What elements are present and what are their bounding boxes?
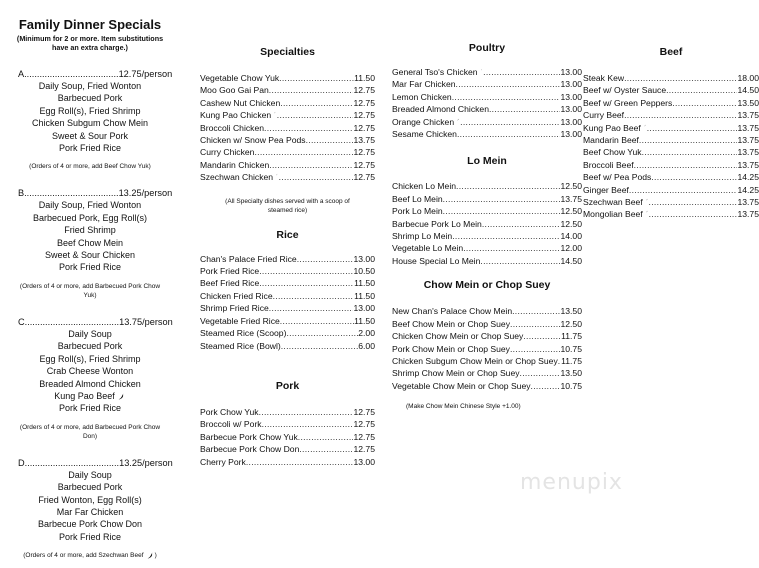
- menu-item: [200, 456, 375, 468]
- package-note: (Orders of 4 or more, add Barbecued Pork Chow Don): [19, 423, 161, 440]
- package-dish: Chicken Subgum Chow Mein: [31, 118, 149, 129]
- package-note: (Orders of 4 or more, add Beef Chow Yuk): [29, 163, 151, 171]
- package-dish: Daily Soup, Fried Wonton: [38, 200, 142, 211]
- menu-item-name: Szechwan Chicken: [200, 172, 274, 183]
- dot-leader: [269, 84, 354, 96]
- menu-item-price: 12.75: [353, 110, 375, 121]
- menu-item-price: 14.50: [737, 85, 759, 96]
- dot-leader: [281, 340, 359, 352]
- menu-item-name: Mongolian Beef: [583, 209, 643, 220]
- menu-item: [200, 134, 375, 146]
- dot-leader: [482, 218, 561, 230]
- menu-item-price: 12.50: [560, 206, 582, 217]
- menu-item-name: Steamed Rice (Scoop): [200, 328, 287, 339]
- package-dish: Barbecued Pork: [57, 93, 123, 104]
- menu-item: [392, 230, 582, 242]
- dot-leader: [273, 290, 355, 302]
- menu-item-price: 18.00: [737, 73, 759, 83]
- package-dish: Breaded Almond Chicken: [39, 378, 141, 389]
- chili-pepper-icon: [147, 552, 154, 559]
- beef-list: [583, 72, 759, 221]
- menu-item-price: 12.75: [353, 97, 375, 108]
- menu-item-name: Steak Kew: [583, 73, 625, 83]
- menu-item: [583, 109, 759, 121]
- package-dish: Sweet & Sour Chicken: [44, 250, 136, 261]
- menu-item-name: Moo Goo Gai Pan: [200, 85, 269, 96]
- package-a: [0, 68, 180, 171]
- menu-item: [200, 84, 375, 96]
- menu-item: [200, 340, 375, 352]
- package-dish: Fried Wonton, Egg Roll(s): [38, 494, 142, 505]
- dot-leader: [512, 305, 560, 317]
- menu-item: [200, 406, 375, 418]
- menu-item-name: Lemon Chicken: [392, 91, 452, 102]
- menu-item-name: Chicken Fried Rice: [200, 290, 273, 301]
- menu-item-name: Beef Lo Mein: [392, 193, 443, 204]
- menu-item-name: Broccoli w/ Pork: [200, 419, 262, 430]
- menu-item-price: 6.00: [358, 340, 375, 351]
- menu-item: [392, 380, 582, 392]
- dot-leader: [298, 431, 354, 443]
- menu-item: [392, 318, 582, 330]
- menu-item-price: 13.75: [560, 193, 582, 204]
- menu-item: [392, 180, 582, 192]
- menu-item-price: 13.75: [737, 122, 759, 133]
- dot-leader: [269, 159, 353, 171]
- menu-item: [200, 146, 375, 158]
- menu-item: [200, 171, 375, 183]
- package-b: [0, 187, 180, 299]
- menu-item: [392, 367, 582, 379]
- specialties-title: Specialties: [260, 46, 315, 58]
- chowmein-title: Chow Mein or Chop Suey: [423, 279, 551, 292]
- package-header: D.....................................13.25/person: [18, 457, 173, 468]
- family-dinner-title: Family Dinner Specials: [18, 17, 162, 32]
- menu-item-name: Vegetable Fried Rice: [200, 315, 280, 326]
- menu-item-name: Cherry Pork: [200, 456, 246, 467]
- dot-leader: [254, 146, 353, 158]
- menu-item-price: 11.50: [354, 73, 375, 83]
- menu-item: [583, 72, 759, 84]
- package-header: C.....................................13.75/person: [18, 316, 173, 327]
- menu-item-name: Pork Fried Rice: [200, 266, 260, 277]
- menu-item-price: 13.50: [737, 97, 759, 108]
- menu-item: [583, 97, 759, 109]
- menu-item: [392, 91, 582, 103]
- chili-pepper-icon: [118, 393, 125, 400]
- menu-item-name: Kung Pao Beef: [583, 122, 641, 133]
- menu-item: [392, 305, 582, 317]
- menu-item-price: 13.75: [353, 135, 375, 146]
- family-dinner-subtitle: (Minimum for 2 or more. Item substitutions have an extra charge.): [16, 34, 164, 52]
- dot-leader: [523, 330, 561, 342]
- dot-leader: [629, 184, 738, 196]
- family-dinner-column: [0, 0, 180, 560]
- menu-item-price: 14.25: [737, 172, 759, 183]
- menu-item: [200, 418, 375, 430]
- menu-item-price: 11.50: [354, 278, 375, 289]
- menu-item: [200, 109, 375, 121]
- dot-leader: [452, 91, 561, 103]
- menu-item-price: 14.25: [737, 184, 759, 195]
- menu-item-price: 13.00: [560, 129, 582, 140]
- menu-item-name: Mandarin Beef: [583, 135, 639, 146]
- menu-item: [392, 128, 582, 140]
- dot-leader: [457, 128, 561, 140]
- dot-leader: [279, 171, 354, 183]
- chowmein-list: [392, 305, 582, 392]
- menu-item: [392, 193, 582, 205]
- dot-leader: [264, 122, 353, 134]
- dot-leader: [483, 66, 560, 78]
- menu-item-price: 13.00: [353, 303, 375, 314]
- menu-item-name: Mar Far Chicken: [392, 79, 456, 90]
- dot-leader: [510, 343, 561, 355]
- menu-item-name: Breaded Almond Chicken: [392, 104, 489, 115]
- menu-item-price: 12.00: [560, 243, 582, 254]
- beef-title: Beef: [659, 46, 683, 58]
- package-note: (Orders of 4 or more, add Szechwan Beef ): [23, 552, 157, 560]
- dot-leader: [489, 103, 561, 115]
- dot-leader: [277, 109, 354, 121]
- dot-leader: [306, 134, 354, 146]
- menu-item: [200, 253, 375, 265]
- package-dish: Egg Roll(s), Fried Shrimp: [39, 353, 141, 364]
- package-dish: Sweet & Sour Pork: [51, 130, 129, 141]
- column-specialties-rice-pork: [200, 0, 375, 468]
- menu-item: [200, 265, 375, 277]
- menu-item: [200, 431, 375, 443]
- package-dish: Beef Chow Mein: [56, 237, 124, 248]
- menu-item-name: Pork Chow Yuk: [200, 406, 259, 417]
- package-dish: Daily Soup: [68, 469, 112, 480]
- package-dish: Kung Pao Beef: [0, 390, 180, 402]
- menu-item-name: Pork Lo Mein: [392, 206, 443, 217]
- menu-item-name: Mandarin Chicken: [200, 159, 270, 170]
- menu-item: [583, 84, 759, 96]
- menu-item-price: 12.75: [353, 147, 375, 158]
- dot-leader: [297, 253, 354, 265]
- dot-leader: [624, 109, 737, 121]
- menu-item-name: Chicken Chow Mein or Chop Suey: [392, 331, 524, 342]
- package-c: [0, 316, 180, 441]
- package-dish: Pork Fried Rice: [58, 403, 121, 414]
- menu-item: [200, 72, 375, 84]
- menu-item-name: Chan's Palace Fried Rice: [200, 253, 297, 264]
- menu-item-price: 13.00: [560, 79, 582, 90]
- menu-item-price: 12.75: [353, 406, 375, 417]
- menu-item-price: 13.75: [737, 209, 759, 220]
- dot-leader: [259, 406, 354, 418]
- menu-item: [200, 277, 375, 289]
- menu-item-price: 12.75: [353, 85, 375, 96]
- dot-leader: [642, 146, 738, 158]
- dot-leader: [443, 205, 561, 217]
- menu-item-name: Barbecue Pork Chow Yuk: [200, 431, 298, 442]
- menu-item-price: 13.50: [560, 368, 582, 379]
- menu-item-price: 13.00: [560, 67, 582, 77]
- package-dish: Daily Soup: [68, 328, 112, 339]
- menu-item-price: 11.50: [354, 290, 375, 301]
- menu-item: [392, 242, 582, 254]
- menu-item: [583, 171, 759, 183]
- dot-leader: [510, 318, 560, 330]
- lomein-title: Lo Mein: [467, 155, 507, 168]
- menu-item-price: 12.75: [353, 444, 375, 455]
- dot-leader: [463, 242, 560, 254]
- menu-item-name: Vegetable Chow Mein or Chop Suey: [392, 380, 531, 391]
- poultry-title: Poultry: [468, 42, 506, 54]
- package-dish: Egg Roll(s), Fried Shrimp: [39, 105, 141, 116]
- menu-item-price: 13.00: [353, 253, 375, 264]
- chili-pepper-icon: [646, 208, 648, 215]
- menu-item-price: 12.75: [353, 419, 375, 430]
- menu-item-price: 12.50: [560, 181, 582, 192]
- menu-item-price: 2.00: [358, 328, 375, 339]
- rice-title: Rice: [276, 228, 299, 241]
- menu-item-name: Shrimp Fried Rice: [200, 303, 269, 314]
- chili-pepper-icon: [276, 171, 278, 178]
- menu-item-name: Pork Chow Mein or Chop Suey: [392, 343, 510, 354]
- menu-item-price: 11.50: [354, 315, 375, 326]
- menu-item-price: 10.75: [560, 380, 582, 391]
- menu-item: [392, 66, 582, 78]
- menu-item: [392, 78, 582, 90]
- column-poultry-lomein-chowmein: [392, 0, 582, 411]
- menu-item: [392, 103, 582, 115]
- menu-item-name: Chicken Subgum Chow Mein or Chop Suey: [392, 355, 558, 366]
- menu-item-price: 13.75: [737, 197, 759, 208]
- dot-leader: [649, 208, 738, 220]
- rice-list: [200, 253, 375, 352]
- dot-leader: [672, 97, 737, 109]
- menu-item-name: Beef w/ Green Peppers: [583, 97, 673, 108]
- package-dish: Pork Fried Rice: [58, 531, 121, 542]
- family-packages: [0, 68, 180, 560]
- chili-pepper-icon: [457, 116, 459, 123]
- menu-item: [392, 218, 582, 230]
- menu-item-name: Cashew Nut Chicken: [200, 97, 281, 108]
- menu-item-price: 14.00: [560, 231, 582, 242]
- menu-item-name: Beef w/ Oyster Sauce: [583, 85, 667, 96]
- menu-item-name: Vegetable Chow Yuk: [200, 73, 280, 83]
- menu-item-name: Beef w/ Pea Pods: [583, 172, 652, 183]
- menu-item-name: Barbecue Pork Lo Mein: [392, 218, 482, 229]
- dot-leader: [299, 443, 353, 455]
- dot-leader: [280, 315, 354, 327]
- menu-item: [583, 134, 759, 146]
- menu-item-price: 11.75: [561, 355, 582, 366]
- menu-item-price: 12.50: [560, 218, 582, 229]
- dot-leader: [262, 418, 354, 430]
- menu-item-name: Szechwan Beef: [583, 197, 643, 208]
- dot-leader: [279, 72, 354, 84]
- menu-item-name: Steamed Rice (Bowl): [200, 340, 281, 351]
- watermark-logo: menupix: [520, 470, 623, 495]
- poultry-list: [392, 66, 582, 140]
- dot-leader: [269, 302, 354, 314]
- menu-item-name: Chicken Lo Mein: [392, 181, 457, 192]
- pork-list: [200, 406, 375, 468]
- dot-leader: [647, 122, 738, 134]
- menu-item-name: Shrimp Lo Mein: [392, 231, 453, 242]
- menu-item-price: 12.75: [353, 122, 375, 133]
- menu-item: [392, 355, 582, 367]
- menu-item-name: Curry Beef: [583, 110, 625, 121]
- package-note: (Orders of 4 or more, add Barbecued Pork Chow Yuk): [19, 282, 161, 299]
- menu-item-name: Beef Chow Yuk: [583, 147, 642, 158]
- menu-item-name: House Special Lo Mein: [392, 255, 481, 266]
- menu-item: [200, 315, 375, 327]
- menu-item: [200, 290, 375, 302]
- menu-item-name: Orange Chicken: [392, 116, 455, 127]
- menu-item-price: 13.75: [737, 159, 759, 170]
- package-dish: Pork Fried Rice: [58, 143, 121, 154]
- menu-item-name: Vegetable Lo Mein: [392, 243, 464, 254]
- dot-leader: [666, 84, 737, 96]
- menu-item: [392, 255, 582, 267]
- dot-leader: [649, 196, 738, 208]
- package-dish: Barbecue Pork Chow Don: [37, 519, 143, 530]
- menu-item-name: Barbecue Pork Chow Don: [200, 444, 300, 455]
- package-dish: Barbecued Pork: [57, 341, 123, 352]
- package-dish: Crab Cheese Wonton: [46, 366, 134, 377]
- dot-leader: [246, 456, 354, 468]
- menu-item: [392, 343, 582, 355]
- dot-leader: [520, 367, 561, 379]
- menu-item: [583, 184, 759, 196]
- menu-item-price: 10.75: [560, 343, 582, 354]
- dot-leader: [634, 159, 738, 171]
- menu-item: [583, 208, 759, 220]
- menu-item: [392, 330, 582, 342]
- column-beef: [583, 0, 759, 221]
- menu-item-name: Beef Fried Rice: [200, 278, 260, 289]
- menu-item-price: 12.75: [353, 431, 375, 442]
- specialties-list: [200, 72, 375, 184]
- menu-item: [583, 159, 759, 171]
- menu-item-name: Sesame Chicken: [392, 129, 457, 140]
- dot-leader: [624, 72, 737, 84]
- menu-item-name: Chicken w/ Snow Pea Pods: [200, 135, 306, 146]
- menu-item-price: 13.75: [737, 135, 759, 146]
- dot-leader: [480, 255, 560, 267]
- chili-pepper-icon: [274, 109, 276, 116]
- menu-item-price: 10.50: [353, 266, 375, 277]
- menu-item: [200, 97, 375, 109]
- package-d: [0, 457, 180, 560]
- menu-item-name: General Tso's Chicken: [392, 67, 478, 77]
- package-dish: Barbecued Pork: [57, 482, 123, 493]
- menu-item-name: Curry Chicken: [200, 147, 255, 158]
- dot-leader: [259, 265, 353, 277]
- menu-item-price: 13.75: [737, 110, 759, 121]
- dot-leader: [443, 193, 561, 205]
- menu-item-price: 12.75: [353, 172, 375, 183]
- menu-item-price: 13.50: [560, 306, 582, 317]
- package-dish: Barbecued Pork, Egg Roll(s): [32, 212, 148, 223]
- dot-leader: [651, 171, 737, 183]
- lomein-list: [392, 180, 582, 267]
- menu-item-name: Ginger Beef: [583, 184, 629, 195]
- dot-leader: [286, 327, 358, 339]
- menu-item: [200, 122, 375, 134]
- dot-leader: [452, 230, 560, 242]
- dot-leader: [531, 380, 561, 392]
- menu-item-price: 13.75: [737, 147, 759, 158]
- menu-item-name: Broccoli Chicken: [200, 122, 264, 133]
- dot-leader: [456, 78, 561, 90]
- menu-item-price: 13.00: [560, 91, 582, 102]
- dot-leader: [639, 134, 738, 146]
- chowmein-note: (Make Chow Mein Chinese Style +1.00): [406, 403, 521, 411]
- menu-item-price: 13.00: [560, 116, 582, 127]
- menu-item: [200, 327, 375, 339]
- menu-item: [583, 122, 759, 134]
- menu-item-name: New Chan's Palace Chow Mein: [392, 306, 513, 317]
- package-dish: Mar Far Chicken: [56, 506, 124, 517]
- dot-leader: [456, 180, 560, 192]
- package-header: A.....................................12.75/person: [18, 69, 173, 79]
- menu-item-price: 13.00: [560, 104, 582, 115]
- menu-item-price: 11.75: [561, 331, 582, 342]
- menu-item: [392, 116, 582, 128]
- menu-item: [200, 159, 375, 171]
- menu-item: [583, 146, 759, 158]
- package-header: B.....................................13.25/person: [18, 188, 173, 199]
- menu-item-name: Shrimp Chow Mein or Chop Suey: [392, 368, 520, 379]
- menu-item: [392, 205, 582, 217]
- menu-item: [200, 443, 375, 455]
- chili-pepper-icon: [481, 66, 483, 73]
- menu-item-name: Kung Pao Chicken: [200, 110, 272, 121]
- menu-item: [583, 196, 759, 208]
- package-dish: Daily Soup, Fried Wonton: [38, 81, 142, 91]
- dot-leader: [280, 97, 353, 109]
- pork-title: Pork: [275, 379, 300, 392]
- specialties-note: (All Specialty dishes served with a scoop of steamed rice): [225, 197, 350, 214]
- package-dish: Fried Shrimp: [64, 225, 116, 236]
- menu-item-name: Broccoli Beef: [583, 159, 634, 170]
- menu-item-price: 12.75: [353, 159, 375, 170]
- menu-item-price: 13.00: [353, 456, 375, 467]
- menu-item-price: 14.50: [560, 255, 582, 266]
- dot-leader: [259, 277, 354, 289]
- chili-pepper-icon: [646, 196, 648, 203]
- menu-item-price: 12.50: [560, 318, 582, 329]
- menu-item-name: Beef Chow Mein or Chop Suey: [392, 318, 510, 329]
- package-dish: Pork Fried Rice: [58, 262, 121, 273]
- dot-leader: [460, 116, 560, 128]
- menu-item: [200, 302, 375, 314]
- chili-pepper-icon: [644, 122, 646, 129]
